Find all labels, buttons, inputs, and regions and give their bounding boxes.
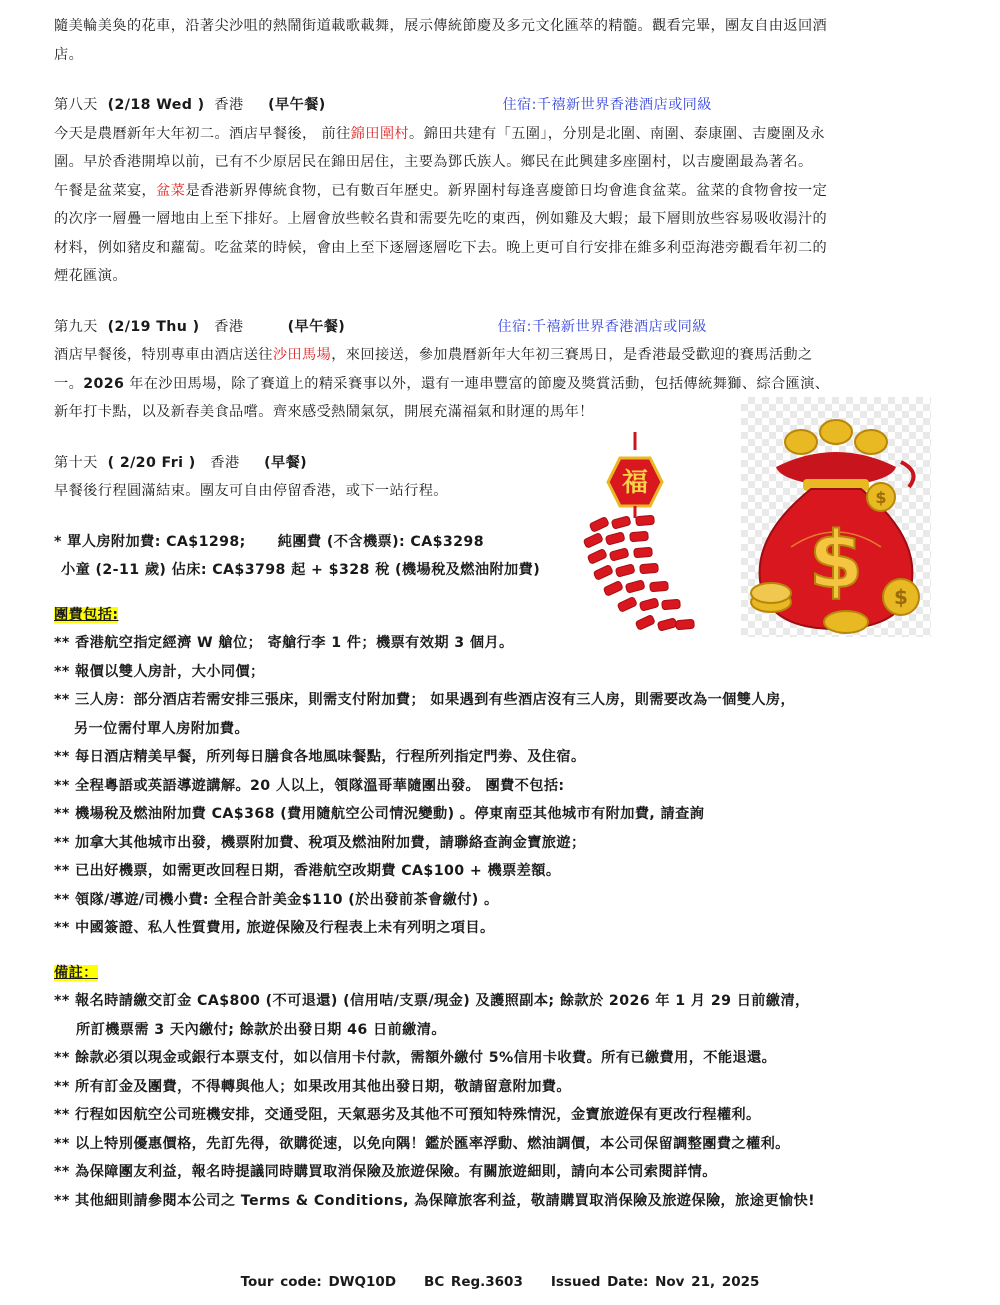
day9-hotel: 住宿:千禧新世界香港酒店或同級 [497, 318, 707, 335]
day10-city: 香港 [210, 454, 240, 471]
tour-only-price: 純團費 (不含機票): CA$3298 [277, 533, 484, 550]
firecracker-illustration [580, 432, 700, 642]
includes-item: ** 每日酒店精美早餐，所列每日膳食各地風味餐點，行程所列指定門劵、及住宿。 [54, 749, 586, 765]
remarks-item: ** 以上特別優惠價格，先訂先得，欲購從速，以免向隅！鑑於匯率浮動、燃油調價，本公司保留調整團費之權利。 [54, 1135, 790, 1152]
includes-item: ** 報價以雙人房計，大小同價； [54, 663, 265, 680]
day8-paragraph: 圍。早於香港開埠以前，已有不少原居民在錦田居住，主要為鄧氏族人。鄉民在此興建多座圍村，以吉慶圍最為著名。 [54, 154, 813, 170]
coin-dollar: $ [894, 585, 908, 609]
day9-label: 第九天 [54, 318, 98, 335]
poon-choi-link[interactable]: 盆菜 [156, 182, 186, 199]
fu-character: 福 [621, 468, 649, 498]
day8-paragraph: 的次序一層疊一層地由上至下排好。上層會放些較名貴和需要先吃的東西，例如雞及大蝦；最下層則放些容易吸收湯汁的 [54, 211, 828, 227]
includes-item: ** 三人房：部分酒店若需安排三張床，則需支付附加費； 如果遇到有些酒店沒有三人房，則需要改為一個雙人房， [54, 692, 796, 708]
day8-date: (2/18 Wed ) [107, 97, 205, 113]
year: 2026 [83, 375, 125, 392]
day10-meals: (早餐) [264, 454, 308, 471]
day10-date: ( 2/20 Fri ) [107, 454, 196, 471]
day10-paragraph: 早餐後行程圓滿結束。團友可自由停留香港，或下一站行程。 [54, 483, 448, 499]
coin-dollar: $ [875, 488, 887, 507]
excludes-item: ** 加拿大其他城市出發，機票附加費、稅項及燃油附加費，請聯絡查詢金寶旅遊； [54, 834, 586, 851]
text: 一。 [54, 375, 84, 392]
day8-meals: (早午餐) [268, 97, 326, 113]
kamtin-village-link[interactable]: 錦田圍村 [350, 125, 410, 142]
intro-line: 隨美輪美奐的花車，沿著尖沙咀的熱鬧街道載歌載舞，展示傳統節慶及多元文化匯萃的精髓。觀看完畢，團友自由返回酒 [54, 18, 828, 34]
text: 是香港新界傳統食物，已有數百年歷史。新界圍村每逢喜慶節日均會進食盆菜。盆菜的食物會按一定 [185, 182, 828, 199]
text: 今天是農曆新年大年初二。酒店早餐後， 前往 [54, 125, 351, 142]
shatin-racecourse-link[interactable]: 沙田馬場 [272, 347, 332, 363]
includes-item: ** 香港航空指定經濟 W 艙位； 寄艙行李 1 件；機票有效期 3 個月。 [54, 635, 514, 651]
remarks-item: ** 行程如因航空公司班機安排，交通受阻，天氣惡劣及其他不可預知特殊情況，金寶旅遊保有更改行程權利。 [54, 1107, 761, 1123]
day9-meals: (早午餐) [287, 318, 346, 335]
excludes-item: ** 領隊/導遊/司機小費: 全程合計美金$110 (於出發前茶會繳付) 。 [54, 891, 499, 908]
excludes-item: ** 中國簽證、私人性質費用, 旅遊保險及行程表上未有列明之項目。 [54, 920, 495, 936]
remarks-item: ** 所有訂金及團費，不得轉與他人；如果改用其他出發日期，敬請留意附加費。 [54, 1078, 571, 1095]
day8-paragraph [54, 120, 954, 149]
bc-registration: BC Reg.3603 [424, 1274, 523, 1290]
includes-item: ** 全程粵語或英語導遊講解。20 人以上，領隊溫哥華隨團出發。 團費不包括: [54, 777, 565, 794]
day9-city: 香港 [214, 318, 244, 335]
money-bag-illustration [741, 397, 931, 637]
remarks-item: 所訂機票需 3 天內繳付; 餘款於出發日期 46 日前繳清。 [76, 1021, 446, 1038]
intro-line: 店。 [54, 46, 84, 63]
day9-paragraph [54, 341, 954, 370]
remarks-item: ** 其他細則請參閱本公司之 Terms & Conditions, 為保障旅客利益，敬請購買取消保險及旅遊保險，旅途更愉快! [54, 1192, 815, 1209]
excludes-item: ** 已出好機票，如需更改回程日期，香港航空改期費 CA$100 + 機票差額。 [54, 863, 561, 879]
day9-heading [54, 313, 954, 342]
single-supplement-label: * 單人房附加費 [54, 533, 155, 550]
includes-item: 另一位需付單人房附加費。 [74, 720, 250, 737]
excludes-item: ** 機場稅及燃油附加費 CA$368 (費用隨航空公司情況變動) 。停東南亞其他城市有附加費, 請查詢 [54, 806, 705, 822]
day8-heading [54, 91, 954, 120]
text: 年在沙田馬場，除了賽道上的精采賽事以外，還有一連串豐富的節慶及獎賞活動，包括傳統舞獅、綜合匯演、 [124, 375, 830, 392]
day8-label: 第八天 [54, 97, 98, 113]
day9-paragraph: 新年打卡點，以及新春美食品嚐。齊來感受熱鬧氣氛，開展充滿福氣和財運的馬年！ [54, 404, 594, 420]
dollar-sign: $ [808, 516, 864, 606]
remarks-section [54, 959, 954, 988]
text: ，來回接送，參加農曆新年大年初三賽馬日，是香港最受歡迎的賽馬活動之 [331, 347, 813, 363]
day8-paragraph: 煙花匯演。 [54, 268, 127, 284]
day8-paragraph: 材料，例如豬皮和蘿蔔。吃盆菜的時候，會由上至下逐層逐層吃下去。晚上更可自行安排在維多利亞海港旁觀看年初二的 [54, 239, 828, 256]
remarks-heading: 備註： [54, 964, 98, 981]
remarks-item: ** 餘款必須以現金或銀行本票支付，如以信用卡付款，需額外繳付 5%信用卡收費。所有已繳費用，不能退還。 [54, 1050, 777, 1066]
text: 午餐是盆菜宴， [54, 182, 157, 199]
issued-date: Issued Date: Nov 21, 2025 [550, 1274, 760, 1290]
day10-label: 第十天 [54, 454, 98, 471]
tour-code: Tour code: DWQ10D [240, 1274, 397, 1290]
day9-paragraph [54, 370, 954, 399]
remarks-item: ** 報名時請繳交訂金 CA$800 (不可退還) (信用咭/支票/現金) 及護照副本; 餘款於 2026 年 1 月 29 日前繳清， [54, 993, 810, 1009]
footer [0, 1274, 1000, 1290]
day8-hotel: 住宿:千禧新世界香港酒店或同級 [502, 97, 712, 113]
day9-date: (2/19 Thu ) [107, 318, 200, 335]
day8-paragraph [54, 177, 954, 206]
day8-city: 香港 [214, 97, 244, 113]
child-price-line: 小童 (2-11 歲) 佔床: CA$3798 起 + $328 稅 (機場稅及燃油附加費) [61, 562, 541, 578]
text: 。錦田共建有「五圍」，分別是北圍、南圍、泰康圍、吉慶圍及永 [409, 125, 825, 142]
remarks-item: ** 為保障團友利益，報名時提議同時購買取消保險及旅遊保險。有關旅遊細則，請向本公司索閱詳情。 [54, 1164, 717, 1180]
single-supplement-price: : CA$1298; [154, 533, 246, 550]
text: 酒店早餐後，特別專車由酒店送往 [54, 347, 273, 363]
includes-heading: 團費包括: [54, 606, 119, 623]
